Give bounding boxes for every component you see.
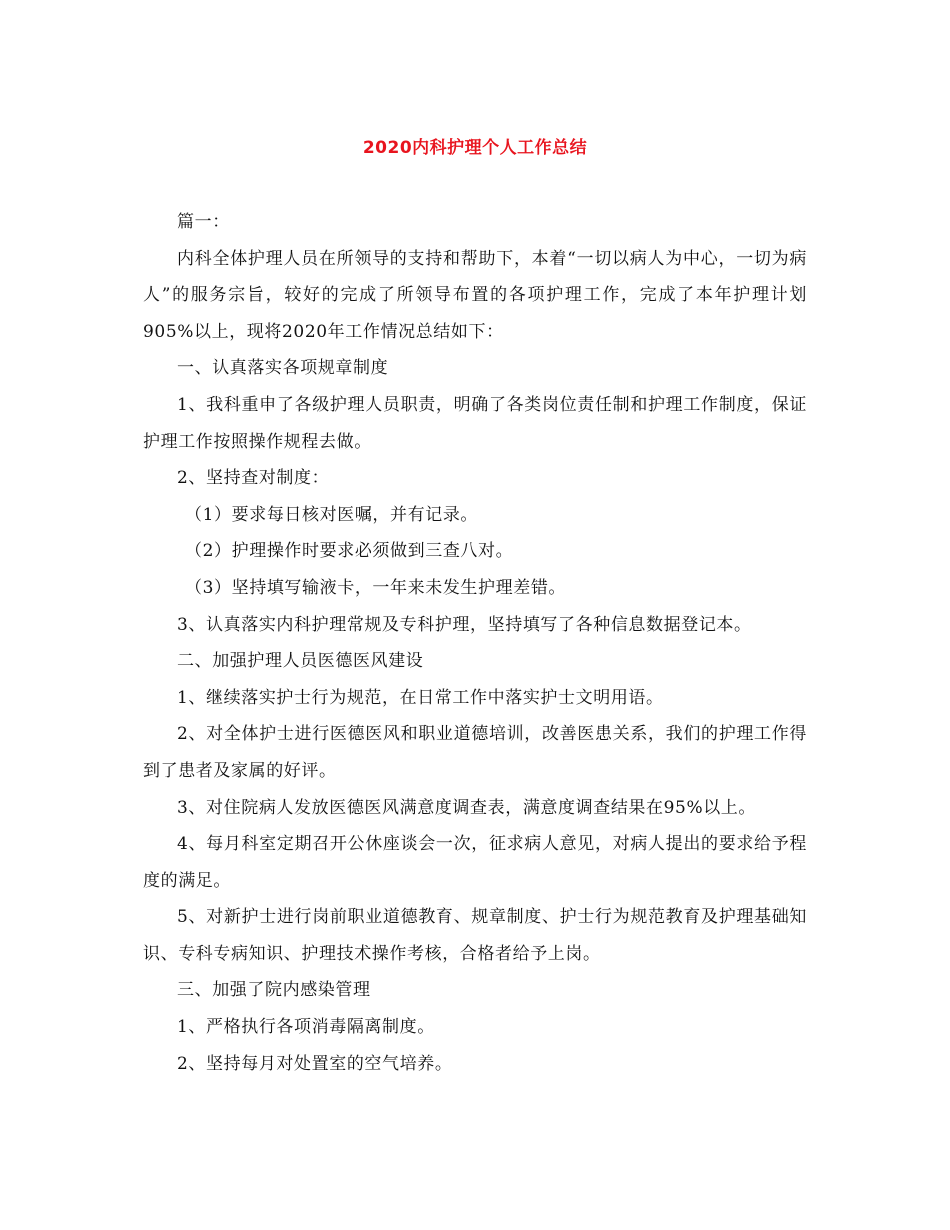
paragraph: 4、每月科室定期召开公休座谈会一次，征求病人意见，对病人提出的要求给予程度的满足。 — [143, 834, 807, 891]
section-heading: 一、认真落实各项规章制度 — [177, 358, 389, 379]
paragraph: 1、我科重申了各级护理人员职责，明确了各类岗位责任制和护理工作制度，保证护理工作按照操作规程去做。 — [143, 394, 807, 452]
document-body — [143, 204, 807, 1082]
section-heading: 三、加强了院内感染管理 — [177, 980, 371, 1001]
paragraph: 2、坚持查对制度： — [177, 468, 330, 489]
sub-item: （1）要求每日核对医嘱，并有记录。 — [185, 504, 479, 525]
section-heading: 二、加强护理人员医德医风建设 — [177, 651, 424, 672]
paragraph: 3、对住院病人发放医德医风满意度调查表，满意度调查结果在95%以上。 — [177, 797, 756, 818]
paragraph: 5、对新护士进行岗前职业道德教育、规章制度、护士行为规范教育及护理基础知识、专科专病知识、护理技术操作考核，合格者给予上岗。 — [143, 907, 807, 964]
sub-item: （3）坚持填写输液卡，一年来未发生护理差错。 — [185, 577, 567, 598]
intro-paragraph: 内科全体护理人员在所领导的支持和帮助下，本着“一切以病人为中心，一切为病人”的服务宗旨，较好的完成了所领导布置的各项护理工作，完成了本年护理计划905%以上，现将2020年工作情况总结如下： — [143, 248, 807, 342]
document-title: 2020内科护理个人工作总结 — [362, 138, 588, 158]
sub-item: （2）护理操作时要求必须做到三查八对。 — [185, 541, 514, 562]
paragraph: 3、认真落实内科护理常规及专科护理，坚持填写了各种信息数据登记本。 — [177, 614, 752, 635]
paragraph: 2、坚持每月对处置室的空气培养。 — [177, 1053, 453, 1074]
paragraph: 1、继续落实护士行为规范，在日常工作中落实护士文明用语。 — [177, 687, 664, 708]
paragraph: 1、严格执行各项消毒隔离制度。 — [177, 1017, 435, 1038]
section-label: 篇一： — [177, 212, 230, 232]
paragraph: 2、对全体护士进行医德医风和职业道德培训，改善医患关系，我们的护理工作得到了患者及家属的好评。 — [143, 724, 807, 781]
